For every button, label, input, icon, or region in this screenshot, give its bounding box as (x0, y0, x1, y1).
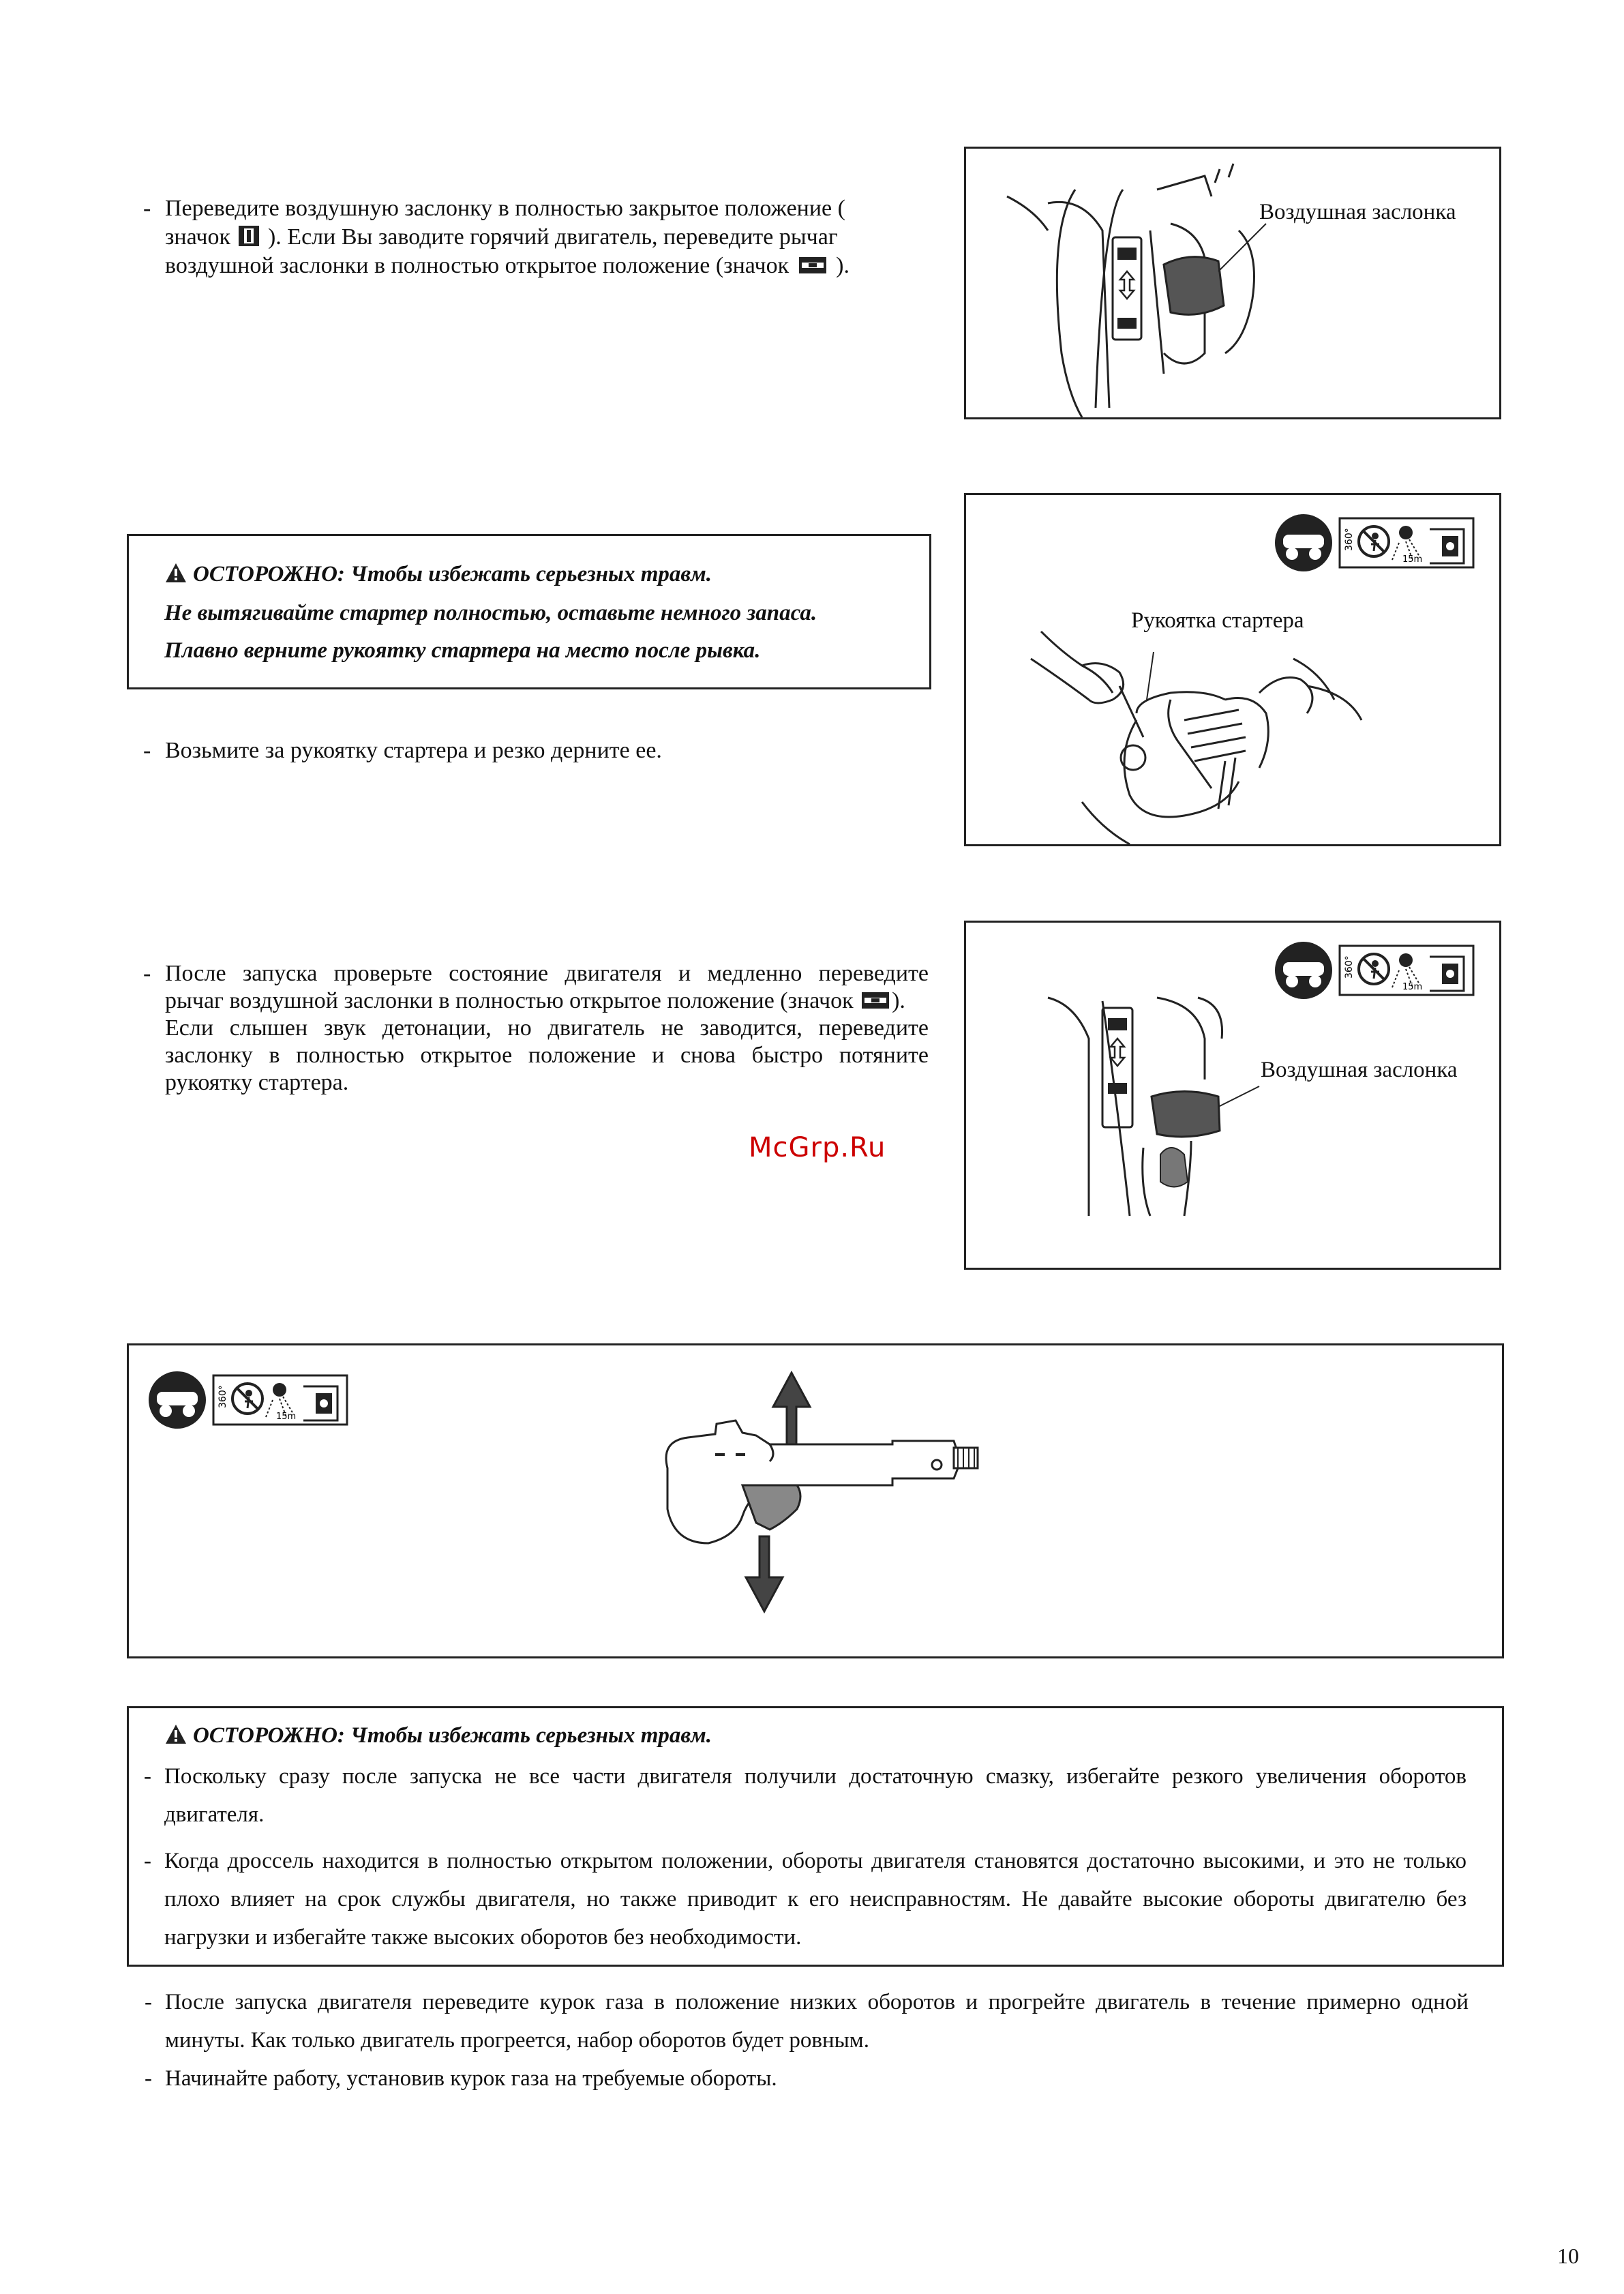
starter-caption: Рукоятка стартера (1131, 608, 1304, 633)
starter-pull-drawing (966, 495, 1499, 844)
choke-lever-drawing (966, 923, 1499, 1268)
angle-label: 360° (1344, 528, 1355, 551)
distance-label: 15m (276, 1412, 297, 1422)
section3-line3: Если слышен звук детонации, но двигатель не заводится, переведите (165, 1015, 929, 1041)
choke-open-icon (798, 255, 828, 275)
choke-figure-1 (964, 147, 1501, 419)
section3-line1: После запуска проверьте состояние двигателя и медленно переведите (165, 961, 929, 986)
final-item-2: - Начинайте работу, установив курок газа на требуемые обороты. (145, 2066, 777, 2091)
warning2-item-1: - Поскольку сразу после запуска не все части двигателя получили достаточную смазку, избегайте резкого увеличения оборотов двигателя. (144, 1764, 1467, 1827)
choke-caption-1: Воздушная заслонка (1259, 200, 1456, 224)
up-arrow-icon (773, 1373, 810, 1448)
warning1-line2: Не вытягивайте стартер полностью, оставьте немного запаса. (164, 601, 817, 625)
warning2-item-2: - Когда дроссель находится в полностью открытом положении, обороты двигателя становятся достаточно высокими, и это не только плохо влияет на срок службы двигателя, но также приводит к его неисправностям. Не давайте высокие обороты двигателю без нагрузки и избегайте также высоких оборотов без необходимости. (144, 1849, 1467, 1950)
warning-triangle-icon (164, 562, 187, 584)
warning-title-1: ОСТОРОЖНО: Чтобы избежать серьезных травм. (164, 562, 712, 587)
throttle-figure (127, 1343, 1504, 1658)
down-arrow-icon (746, 1536, 783, 1611)
angle-label: 360° (1344, 955, 1355, 979)
distance-label: 15m (1402, 982, 1423, 992)
bullet-dash: - (143, 196, 151, 221)
warning-box-1 (127, 534, 931, 689)
section2-text: Возьмите за рукоятку стартера и резко дерните ее. (165, 738, 662, 763)
choke-closed-icon (237, 224, 260, 248)
section3-line5: рукоятку стартера. (165, 1070, 349, 1095)
choke-open-icon (860, 990, 890, 1011)
angle-label: 360° (217, 1385, 228, 1408)
section3-paragraph (143, 960, 929, 1097)
final-item-1: - После запуска двигателя переведите курок газа в положение низких оборотов и прогрейте двигатель в течение примерно одной минуты. Как только двигатель прогреется, набор оборотов будет ровным. (145, 1990, 1469, 2053)
choke-caption-2: Воздушная заслонка (1261, 1058, 1458, 1082)
safety-icons-strip (147, 1366, 351, 1434)
distance-label: 15m (1402, 554, 1423, 565)
section1-paragraph (143, 194, 935, 280)
warning-box-2 (127, 1706, 1504, 1967)
section2-paragraph (143, 736, 915, 765)
bullet-dash: - (143, 961, 151, 986)
section1-line2: значок ). Если Вы заводите горячий двигатель, переведите рычаг (165, 224, 838, 250)
watermark: McGrp.Ru (749, 1132, 886, 1163)
warning-triangle-icon (164, 1723, 187, 1745)
section3-line4: заслонку в полностью открытое положение и снова быстро потяните (165, 1043, 929, 1068)
choke-lever-drawing (966, 149, 1499, 417)
throttle-handle-drawing (633, 1359, 1042, 1645)
section3-line2: рычаг воздушной заслонки в полностью открытое положение (значок ). (165, 988, 905, 1013)
warning1-line3: Плавно верните рукоятку стартера на место после рывка. (164, 638, 761, 663)
section1-line1: Переведите воздушную заслонку в полностью закрытое положение ( (165, 196, 845, 221)
choke-figure-2 (964, 921, 1501, 1270)
warning-title-2: ОСТОРОЖНО: Чтобы избежать серьезных травм. (164, 1723, 712, 1748)
bullet-dash: - (143, 738, 151, 763)
starter-figure (964, 493, 1501, 846)
page-number: 10 (1557, 2244, 1579, 2268)
section1-line3: воздушной заслонки в полностью открытое положение (значок ). (165, 253, 849, 278)
